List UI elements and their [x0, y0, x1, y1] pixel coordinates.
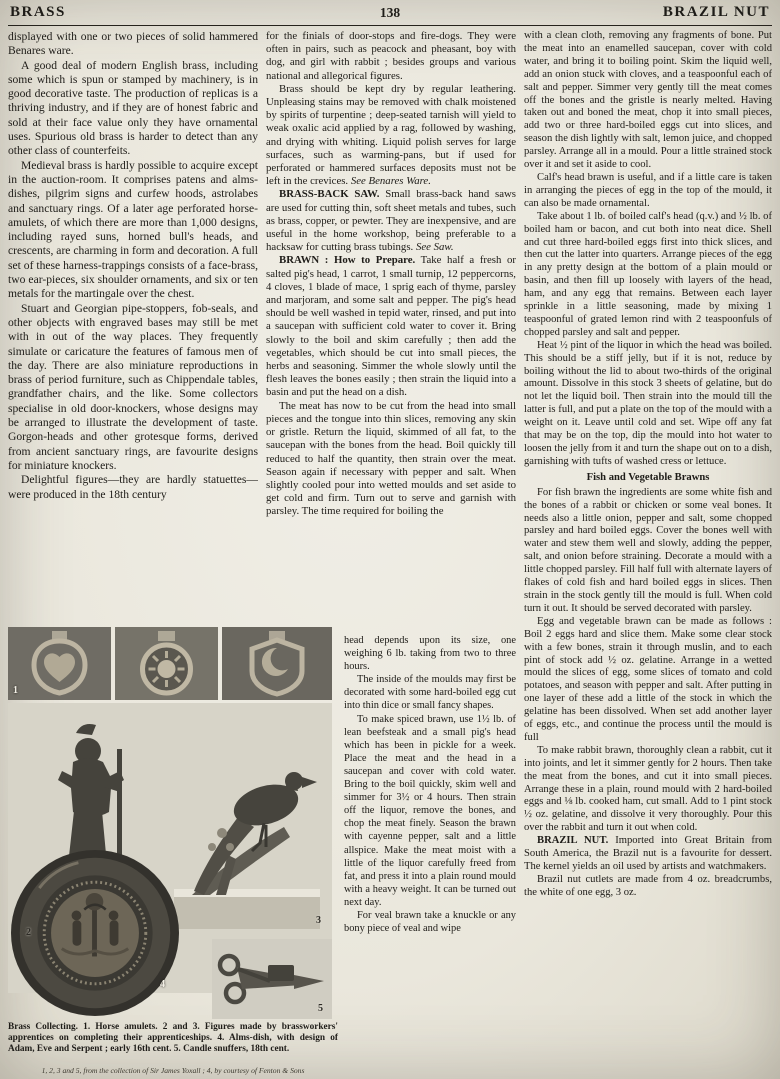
figure-number-1: 1 [13, 685, 18, 696]
entry-text: Small brass-back hand saws are used for cutting thin, soft sheet metals and tubes, such as brass, copper, or pewter. They are inexpensive, and are useful in the home workshop, being preferable to a hacksaw for cutting brass tubings. [266, 188, 516, 254]
paragraph: The inside of the moulds may first be decorated with some hard-boiled egg cut into thin dice or small fancy shapes. [344, 674, 516, 712]
horse-amulet-2-image [115, 627, 218, 700]
alms-dish-photo [8, 849, 182, 1017]
entry-brawn [266, 254, 516, 399]
paragraph: Brazil nut cutlets are made from 4 oz. breadcrumbs, the white of one egg, 3 oz. [524, 873, 772, 898]
caption-title: Brass Collecting. [8, 1022, 78, 1032]
horse-amulet-photo-1 [8, 627, 111, 700]
paragraph: head depends upon its size, one weighing 6 lb. taking from two to three hours. [344, 635, 516, 673]
candle-snuffers-photo [212, 939, 332, 1019]
paragraph: Stuart and Georgian pipe-stoppers, fob-seals, and other objects with engraved bases may still be met with in out of the way places. They frequently simulate or caricature the features of famous men of the day. There are also miniature reproductions in brass of period furniture, such as Chippendale tables, grandfather chairs, and the like. Some collectors specialise in old door-knockers, whose designs may be arranged to illustrate the development of taste. Gorgon-heads and other grotesque forms, derived from ancient sanctuary rings, are favourite designs for miniature knockers. [8, 301, 258, 472]
paragraph: Take about 1 lb. of boiled calf's head (q.v.) and ½ lb. of boiled ham or bacon, and cut both into neat dice. Shell and cut three hard-boiled eggs first into thick slices, and then cut the latter into quarters. Arrange pieces of the egg in any pretty design at the bottom of a plain mould or basin, and then fill up loosely with layers of the head, ham, and any egg that remains. Between each layer sprinkle in a little seasoning, made by mixing 1 teaspoonful of grated lemon rind with 2 teaspoonfuls of chopped parsley and salt and pepper. [524, 210, 772, 338]
paragraph: displayed with one or two pieces of solid hammered Benares ware. [8, 30, 258, 58]
alms-dish-image [8, 849, 182, 1017]
page-header [8, 3, 772, 26]
column-right [524, 30, 772, 1076]
paragraph: Heat ½ pint of the liquor in which the head was boiled. This should be a stiff jelly, but if it is not, reduce by boiling without the lid to about two-thirds of the original amount. Dissolve in this stock 3 sheets of gelatine, but do not let the liquid boil. Then strain into the mould till the latter is full, and put a plate on the top of the mould with a weight on it. Leave until cold and set. Wipe off any fat that may be on the top, dip the mould into hot water to loosen the jelly from it and turn the shape out on to a dish, garnishing with tufts of washed cress or lettuce. [524, 339, 772, 467]
brass-bird-figure-image [164, 705, 330, 937]
entry-text: Take half a fresh or salted pig's head, 1 carrot, 1 small turnip, 12 peppercorns, 4 cloves, 1 blade of mace, 1 sprig each of thyme, parsley and marjoram, and some salt and pepper. The pig's head should be well washed in tepid water, rinsed, and put into a saucepan with sufficient cold water to cover it. Bring slowly to the boil and skim carefully ; then add the vegetables, which should be cut into small pieces, the herbs and seasoning. Simmer the whole slowly until the flesh leaves the bones easily ; then strain the liquid into a basin and put the head on a dish. [266, 254, 516, 399]
column-middle-narrow [344, 634, 516, 1078]
horse-amulet-3-image [222, 627, 332, 700]
brass-bird-figure-photo [164, 705, 330, 937]
paragraph [266, 83, 516, 189]
paragraph: The meat has now to be cut from the head into small pieces and the tongue into thin slices, removing any skin or gristle. Return the liquid, skimmed of all fat, to the saucepan with the bones from the head. Boil quickly till reduced to half the quantity, then strain over the meat. Season again if necessary with pepper and salt. When slightly cooled pour into wetted moulds and set aside to get cold and firm. Turn out to serve and garnish with parsley. The time required for boiling the [266, 399, 516, 518]
subheading-fish-and-vegetable-brawns: Fish and Vegetable Brawns [586, 471, 710, 483]
guide-word-right: BRAZIL NUT [662, 4, 770, 20]
paragraph: For veal brawn take a knuckle or any bony piece of veal and wipe [344, 909, 516, 935]
paragraph: Medieval brass is hardly possible to acquire except in the auction-room. It comprises patens and alms-dishes, pilgrim signs and curfew hoods, astrolabes and sanctuary rings. Of a later age perforated horse-amulets, of which there are more than 1,000 designs, including rayed suns, horned bull's heads, and crescents, are charming in form and decoration. A full set of these harness-trappings consists of a face-brass, two ear-pieces, six shoulder ornaments, and six or ten metals for the martingale over the chest. [8, 158, 258, 301]
paragraph: Calf's head brawn is useful, and if a little care is taken in arranging the pieces of egg in the top of the mould, it can also be made ornamental. [524, 171, 772, 209]
paragraph-text: Brass should be kept dry by regular leathering. Unpleasing stains may be removed with chalk moistened by spirits of turpentine ; deep-seated tarnish will yield to weak oxalic acid applied by a rag, followed by washing, and drying with whiting. Liquid polish serves for large surfaces, such as warming-pans, but if used for perforated or hammered surfaces deposits must not be left in the crevices. [266, 82, 516, 188]
entry-heading-brazil-nut: BRAZIL NUT. [537, 835, 609, 847]
figure-number-2: 2 [26, 927, 31, 938]
paragraph: For fish brawn the ingredients are some white fish and the bones of a rabbit or chicken or some veal bones. It needs also a little onion, pepper and salt, some chopped parsley and hard boiled eggs. Cover the bones well with water and stew them well and slowly, adding the pepper, salt, and onion before straining. Decorate a mould with a little chopped parsley. Fill half full with alternate layers of flakes of cold fish and hard boiled eggs in slices. Then strain in the stock gently till the mould is full. When cold turn it out. It should be served decorated with parsley. [524, 486, 772, 614]
figure-credit: 1, 2, 3 and 5, from the collection of Sir James Yoxall ; 4, by courtesy of Fenton & Sons [41, 1066, 305, 1075]
paragraph: with a clean cloth, removing any fragments of bone. Put the meat into an enamelled saucepan, cover with cold water, and bring it to boiling point. Skim the liquid well, add an onion stuck with cloves, and a teaspoonful each of salt and pepper. Simmer very gently till the meat comes off the bones and the gristle is nearly melted. Having taken out and boned the meat, chop it into small pieces, add two or three hard-boiled eggs cut into slices, and season the dish lightly with salt, lemon juice, and chopped parsley. Arrange all in a mould. Pour a little strained stock over it and set it aside to cool. [524, 30, 772, 171]
cross-reference-saw: See Saw. [415, 241, 454, 254]
paragraph: To make spiced brawn, use 1½ lb. of lean beefsteak and a small pig's head which has been in pickle for a week. Place the meat and the head in a saucepan and cover with cold water. Bring to the boil quickly, skim well and simmer for 3½ or 4 hours. Then strain off the liquor, remove the bones, and chop the meat finely. Season the brawn with cayenne pepper, salt and a little allspice. Make the meat moist with a little of the liquor carefully freed from fat, and press it into a plain round mould with a heavy weight. It can be turned out next day. [344, 713, 516, 908]
entry-heading-brawn: BRAWN : How to Prepare. [279, 254, 416, 267]
guide-word-left: BRASS [10, 4, 66, 20]
figure-number-3: 3 [316, 915, 321, 926]
paragraph: Delightful figures—they are hardly statuettes—were produced in the 18th century [8, 473, 258, 501]
entry-text: Imported into Great Britain from South America, the Brazil nut is a favourite for dessert. The kernel yields an oil used by artists and watchmakers. [524, 835, 772, 872]
figure-collage [8, 627, 332, 1021]
figure-number-5: 5 [318, 1003, 323, 1014]
paragraph: for the finials of door-stops and fire-dogs. They were often in pairs, such as peacock and pheasant, boy with dog, and girl with rabbit ; besides groups and various national and allegorical figures. [266, 30, 516, 82]
paragraph: To make rabbit brawn, thoroughly clean a rabbit, cut it into joints, and let it simmer gently for 2 hours. Then take the meat from the bones, and cut it into small pieces. Arrange these in a plain, round mould with 2 hard-boiled eggs and ⅛ lb. cooked ham, cut small. Add to 1 pint stock ½ oz. gelatine, and dissolve it very thoroughly. Pour this over the rabbit and turn it out when cold. [524, 744, 772, 834]
candle-snuffers-image [212, 939, 332, 1019]
figure-number-4: 4 [160, 979, 165, 990]
caption-text: 1. Horse amulets. 2 and 3. Figures made by brassworkers' apprentices on completing their apprenticeships. 4. Alms-dish, with design of Adam, Eve and Serpent ; early 16th cent. 5. Candle snuffers, 18th cent. [8, 1022, 338, 1054]
paragraph: A good deal of modern English brass, including some which is spun or stamped by machinery, is in good decorative taste. The production of replicas is a thriving industry, and if they are of honest fabric and sold at their face value only they have ornamental uses. Spurious old brass is harder to detect than any other class of counterfeits. [8, 58, 258, 158]
column-middle-top [266, 30, 516, 631]
cross-reference-benares-ware: See Benares Ware. [350, 175, 431, 188]
paragraph: Egg and vegetable brawn can be made as follows : Boil 2 eggs hard and slice them. Make some clear stock with a few bones, strain it through muslin, and to each pint of stock add ½ oz. gelatine. Arrange in a wetted mould the slices of egg, some slices of tomato and cold potatoes, and season with pepper and salt. After putting in one layer of these add a little of the stock in which the gelatine has been dissolved. When set add another layer of eggs, etc., and continue the process until the mould is full [524, 615, 772, 743]
horse-amulet-1-image [8, 627, 111, 700]
entry-brazil-nut [524, 835, 772, 874]
horse-amulet-photo-2 [115, 627, 218, 700]
horse-amulet-photo-3 [222, 627, 332, 700]
entry-heading-brass-back-saw: BRASS-BACK SAW. [279, 188, 380, 201]
page-number: 138 [379, 5, 401, 20]
column-left [8, 30, 258, 624]
entry-brass-back-saw [266, 188, 516, 254]
figure-caption [8, 1022, 338, 1054]
